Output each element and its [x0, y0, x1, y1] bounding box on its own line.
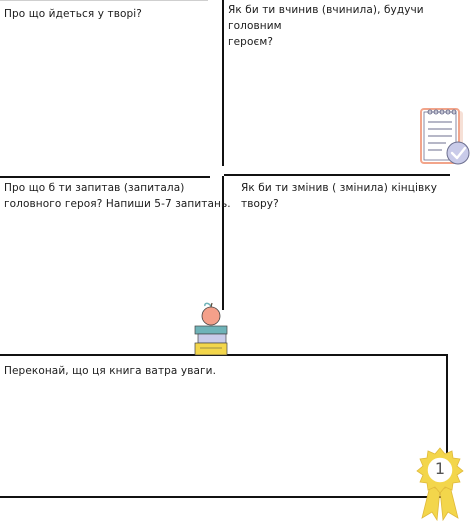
apple-on-books-icon: [192, 300, 230, 356]
question-convince: [4, 363, 216, 379]
bottom-box-bottom-border: [0, 496, 448, 498]
horizontal-divider-left: [0, 176, 210, 178]
question-change-ending-line2: твору?: [241, 198, 279, 210]
question-act-as-hero: [228, 2, 474, 50]
question-act-as-hero-line1: Як би ти вчинив (вчинила), будучи головним: [228, 4, 424, 32]
notepad-checkmark-icon: [416, 106, 474, 170]
question-ask-hero: [4, 180, 231, 212]
vertical-divider-upper: [222, 0, 224, 166]
horizontal-divider-right: [224, 174, 450, 176]
question-convince-text: Переконай, що ця книга ватра уваги.: [4, 365, 217, 377]
question-about-story: [4, 6, 142, 22]
question-ask-hero-line2: головного героя? Напиши 5-7 запитань.: [4, 198, 231, 210]
question-ask-hero-line1: Про що б ти запитав (запитала): [4, 182, 185, 194]
question-about-story-text: Про що йдеться у творі?: [4, 8, 142, 20]
question-change-ending-line1: Як би ти змінив ( змінила) кінцівку: [241, 182, 438, 194]
award-ribbon-number: 1: [434, 459, 446, 478]
question-act-as-hero-line2: героєм?: [228, 36, 274, 48]
question-change-ending: [241, 180, 437, 212]
award-ribbon-icon: [410, 446, 474, 521]
top-left-border: [0, 0, 208, 1]
